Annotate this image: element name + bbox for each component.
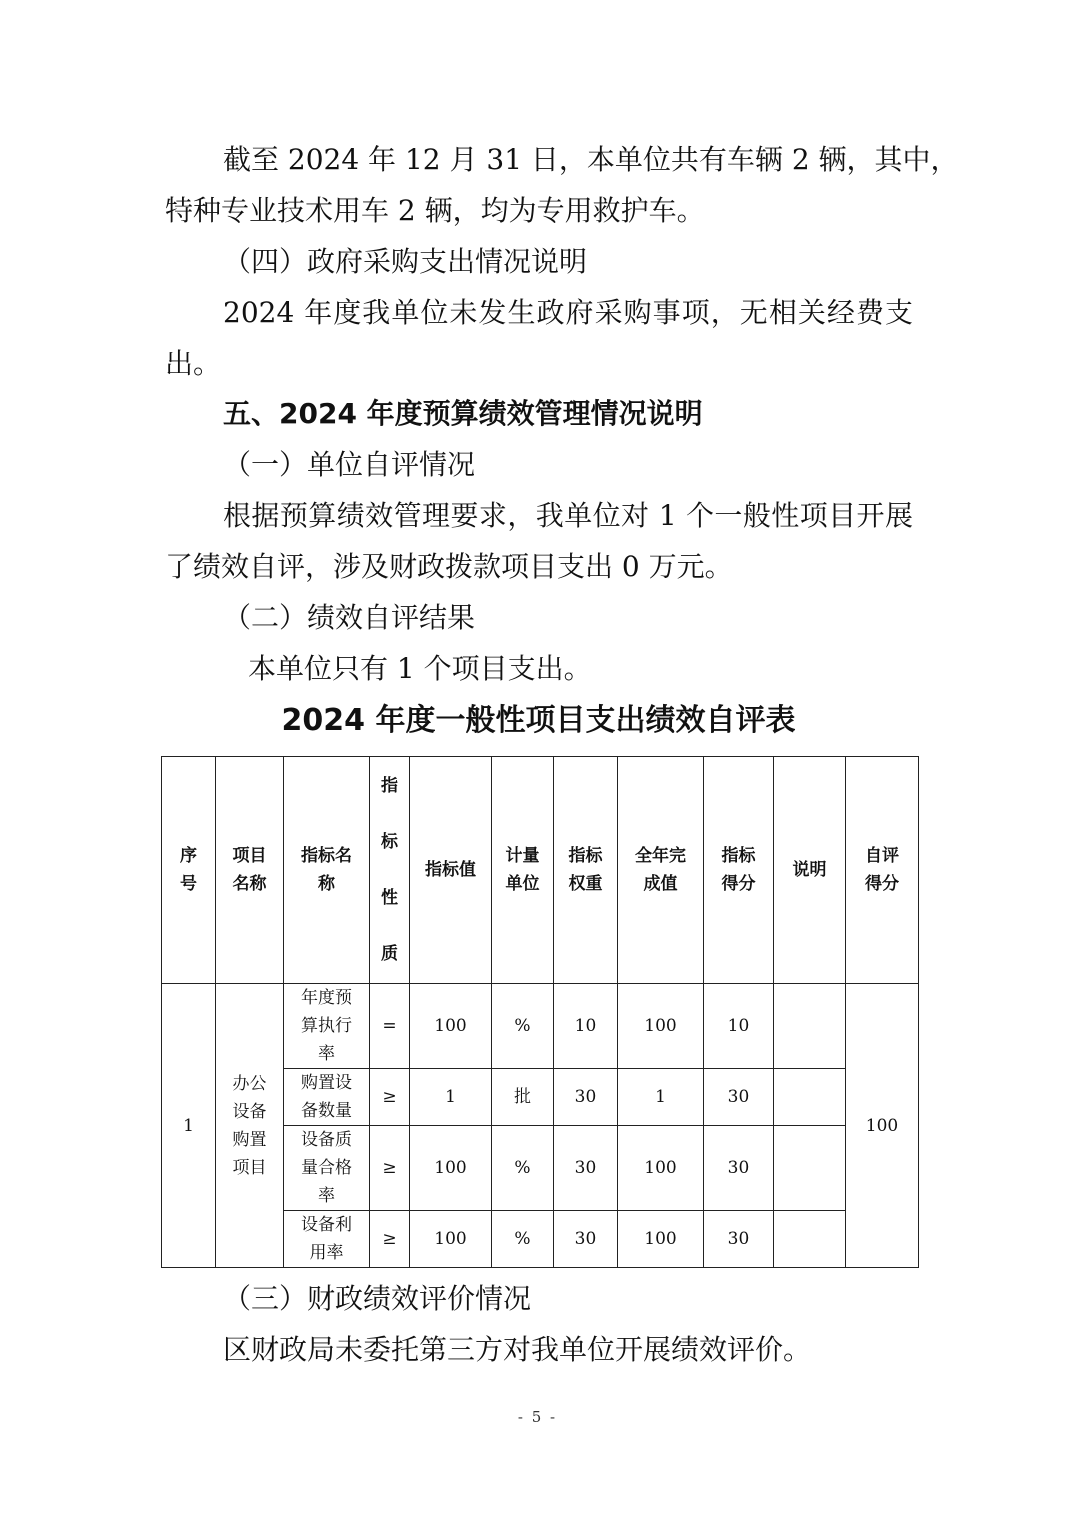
cell-indicator-nature: ≥: [370, 1126, 410, 1211]
header-note: 说明: [774, 757, 846, 984]
cell-unit: %: [492, 1126, 554, 1211]
header-indicator-nature: 指 标 性 质: [370, 757, 410, 984]
cell-indicator-value: 100: [410, 984, 492, 1069]
cell-note: [774, 1211, 846, 1268]
cell-indicator-score: 10: [704, 984, 774, 1069]
cell-indicator-nature: ≥: [370, 1069, 410, 1126]
cell-indicator-value: 100: [410, 1126, 492, 1211]
cell-unit: %: [492, 984, 554, 1069]
cell-note: [774, 1069, 846, 1126]
header-indicator-name: 指标名 称: [284, 757, 370, 984]
cell-indicator-value: 1: [410, 1069, 492, 1126]
paragraph-vehicles-line1: 截至 2024 年 12 月 31 日，本单位共有车辆 2 辆，其中，: [223, 143, 959, 176]
heading-section-5: 五、2024 年度预算绩效管理情况说明: [223, 397, 703, 430]
header-seq: 序 号: [162, 757, 216, 984]
cell-indicator-score: 30: [704, 1126, 774, 1211]
paragraph-procurement-line2: 出。: [165, 347, 222, 380]
header-weight: 指标 权重: [554, 757, 618, 984]
header-project-name: 项目 名称: [216, 757, 284, 984]
header-indicator-score: 指标 得分: [704, 757, 774, 984]
cell-indicator-nature: ≥: [370, 1211, 410, 1268]
paragraph-procurement-line1: 2024 年度我单位未发生政府采购事项，无相关经费支: [223, 296, 913, 329]
header-self-score: 自评 得分: [846, 757, 919, 984]
cell-indicator-name: 年度预 算执行 率: [284, 984, 370, 1069]
header-indicator-value: 指标值: [410, 757, 492, 984]
cell-self-score: 100: [846, 984, 919, 1268]
paragraph-vehicles-line2: 特种专业技术用车 2 辆，均为专用救护车。: [165, 194, 705, 227]
header-unit: 计量 单位: [492, 757, 554, 984]
cell-annual-completion: 100: [618, 984, 704, 1069]
cell-indicator-score: 30: [704, 1211, 774, 1268]
cell-indicator-name: 购置设 备数量: [284, 1069, 370, 1126]
heading-procurement: （四）政府采购支出情况说明: [223, 245, 588, 278]
cell-indicator-nature: =: [370, 984, 410, 1069]
cell-annual-completion: 100: [618, 1211, 704, 1268]
page-number: - 5 -: [517, 1408, 558, 1426]
cell-indicator-value: 100: [410, 1211, 492, 1268]
paragraph-self-evaluation-line2: 了绩效自评，涉及财政拨款项目支出 0 万元。: [165, 550, 733, 583]
table-header-row: [162, 757, 919, 984]
cell-weight: 30: [554, 1126, 618, 1211]
cell-annual-completion: 100: [618, 1126, 704, 1211]
cell-weight: 30: [554, 1069, 618, 1126]
cell-weight: 30: [554, 1211, 618, 1268]
table-title: 2024 年度一般性项目支出绩效自评表: [281, 703, 796, 738]
paragraph-evaluation-result: 本单位只有 1 个项目支出。: [248, 652, 592, 685]
heading-fiscal-evaluation: （三）财政绩效评价情况: [223, 1282, 532, 1315]
table-row: [162, 984, 919, 1069]
heading-evaluation-result: （二）绩效自评结果: [223, 601, 476, 634]
performance-table: [161, 756, 919, 1268]
cell-unit: 批: [492, 1069, 554, 1126]
cell-project-name: 办公 设备 购置 项目: [216, 984, 284, 1268]
cell-indicator-name: 设备利 用率: [284, 1211, 370, 1268]
header-annual-completion: 全年完 成值: [618, 757, 704, 984]
paragraph-self-evaluation-line1: 根据预算绩效管理要求，我单位对 1 个一般性项目开展: [223, 499, 913, 532]
cell-seq: 1: [162, 984, 216, 1268]
heading-self-evaluation: （一）单位自评情况: [223, 448, 476, 481]
cell-note: [774, 1126, 846, 1211]
paragraph-fiscal-evaluation: 区财政局未委托第三方对我单位开展绩效评价。: [223, 1333, 812, 1366]
cell-note: [774, 984, 846, 1069]
cell-annual-completion: 1: [618, 1069, 704, 1126]
cell-indicator-score: 30: [704, 1069, 774, 1126]
cell-unit: %: [492, 1211, 554, 1268]
cell-weight: 10: [554, 984, 618, 1069]
cell-indicator-name: 设备质 量合格 率: [284, 1126, 370, 1211]
